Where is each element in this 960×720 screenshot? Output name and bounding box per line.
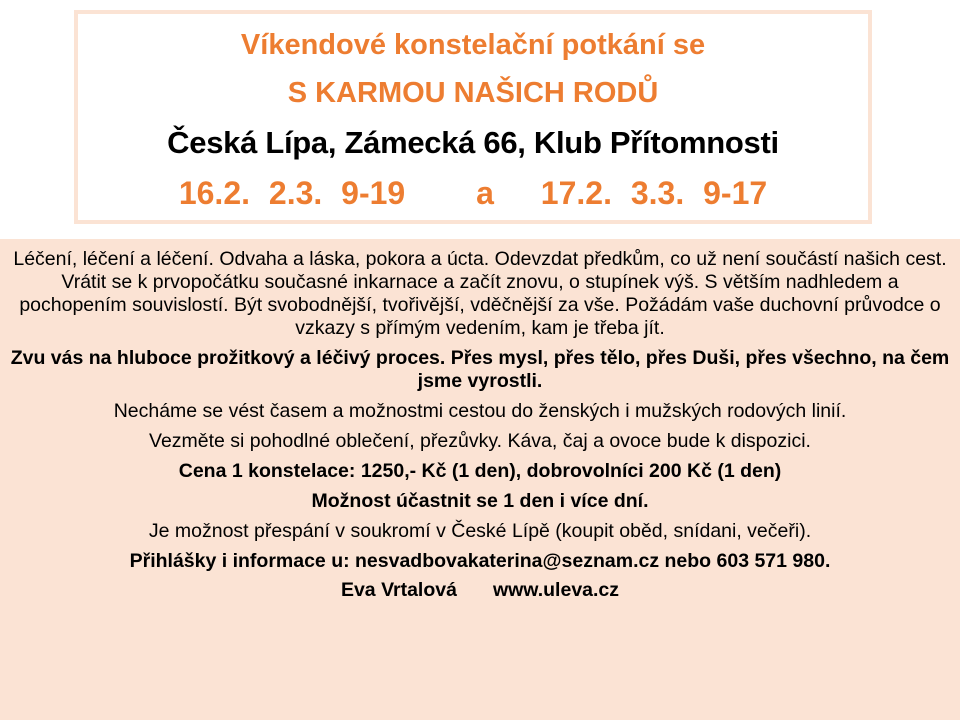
- date-4: 3.3.: [630, 175, 685, 211]
- clothing-paragraph: Vezměte si pohodlné oblečení, přezůvky. Káva, čaj a ovoce bude k dispozici.: [149, 430, 811, 452]
- intro-paragraph: Léčení, léčení a léčení. Odvaha a láska, pokora a úcta. Odevzdat předkům, co už není součástí našich cest. Vrátit se k prvopočátku současné inkarnace a začít znovu, o stupínek výš. S větším nadhledem a pochopením souvislostí. Být svobodnější, tvořivější, vděčnější za vše. Požádám vaše duchovní průvodce o vzkazy s přímým vedením, kam je třeba jít.: [13, 248, 947, 339]
- dates-line: [78, 174, 868, 212]
- signature-line: [8, 579, 952, 602]
- time-1: 9-19: [341, 175, 406, 211]
- lineage-paragraph: Necháme se vést časem a možnostmi cestou do ženských i mužských rodových linií.: [113, 400, 847, 422]
- attendance-option: Možnost účastnit se 1 den i více dní.: [311, 490, 649, 512]
- title-box: [74, 10, 872, 224]
- website-text: www.uleva.cz: [492, 579, 620, 601]
- title-line-1: Víkendové konstelační potkání se: [240, 29, 706, 61]
- price-line: Cena 1 konstelace: 1250,- Kč (1 den), dobrovolníci 200 Kč (1 den): [178, 460, 782, 482]
- and-word: a: [476, 175, 494, 211]
- contact-line: Přihlášky i informace u: nesvadbovakaterina@seznam.cz nebo 603 571 980.: [129, 550, 831, 572]
- invitation-paragraph: Zvu vás na hluboce prožitkový a léčivý proces. Přes mysl, přes tělo, přes Duši, přes všechno, na čem jsme vyrostli.: [10, 347, 950, 392]
- date-3: 17.2.: [540, 175, 612, 211]
- date-2: 2.3.: [268, 175, 323, 211]
- date-1: 16.2.: [178, 175, 250, 211]
- description-panel: [0, 239, 960, 720]
- time-2: 9-17: [703, 175, 768, 211]
- venue-line: Česká Lípa, Zámecká 66, Klub Přítomnosti: [167, 125, 779, 160]
- lodging-line: Je možnost přespání v soukromí v České Lípě (koupit oběd, snídani, večeři).: [148, 520, 812, 542]
- author-name: Eva Vrtalová: [340, 579, 457, 601]
- title-line-2: S KARMOU NAŠICH RODŮ: [287, 77, 659, 109]
